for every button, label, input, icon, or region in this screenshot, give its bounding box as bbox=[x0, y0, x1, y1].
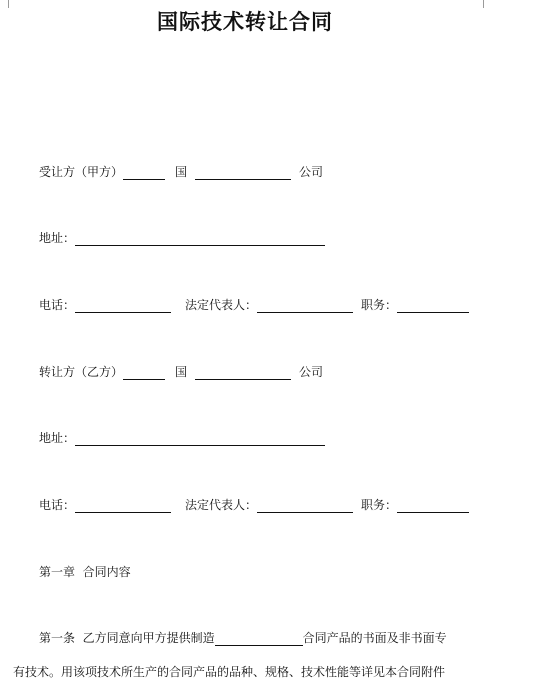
transferee-company-label: 公司 bbox=[299, 165, 324, 179]
article-1-text-after: 合同产品的书面及非书面专 bbox=[302, 631, 447, 645]
transferee-phone-blank[interactable] bbox=[75, 298, 171, 313]
article-1-line bbox=[39, 630, 447, 646]
transferee-address-blank[interactable] bbox=[75, 231, 325, 246]
transferee-address-line bbox=[39, 230, 325, 246]
transferee-legal-rep-blank[interactable] bbox=[257, 298, 353, 313]
transferee-country-label: 国 bbox=[175, 165, 188, 179]
article-1-product-blank[interactable] bbox=[215, 631, 303, 646]
transferor-country-label: 国 bbox=[175, 365, 188, 379]
transferee-legal-rep-label: 法定代表人： bbox=[185, 298, 258, 312]
document-title: 国际技术转让合同 bbox=[157, 10, 333, 34]
transferee-position-blank[interactable] bbox=[397, 298, 469, 313]
transferor-party-label: 转让方（乙方） bbox=[39, 365, 124, 379]
transferor-phone-label: 电话： bbox=[39, 498, 76, 512]
transferor-position-label: 职务： bbox=[361, 498, 398, 512]
transferor-address-label: 地址： bbox=[39, 431, 76, 445]
transferor-address-line bbox=[39, 430, 325, 446]
transferee-position-label: 职务： bbox=[361, 298, 398, 312]
transferor-country-blank[interactable] bbox=[195, 365, 291, 380]
transferor-name-blank[interactable] bbox=[123, 365, 165, 380]
transferor-position-blank[interactable] bbox=[397, 498, 469, 513]
transferor-legal-rep-label: 法定代表人： bbox=[185, 498, 258, 512]
transferor-address-blank[interactable] bbox=[75, 431, 325, 446]
transferee-country-blank[interactable] bbox=[195, 165, 291, 180]
transferee-name-blank[interactable] bbox=[123, 165, 165, 180]
transferee-line bbox=[39, 164, 323, 180]
article-1-continuation: 有技术。用该项技术所生产的合同产品的品种、规格、技术性能等详见本合同附件 bbox=[13, 665, 446, 679]
transferee-phone-label: 电话： bbox=[39, 298, 76, 312]
transferor-company-label: 公司 bbox=[299, 365, 324, 379]
chapter-heading bbox=[39, 564, 131, 580]
transferor-line bbox=[39, 364, 323, 380]
transferee-party-label: 受让方（甲方） bbox=[39, 165, 124, 179]
transferor-legal-rep-blank[interactable] bbox=[257, 498, 353, 513]
transferee-contact-line bbox=[39, 297, 469, 313]
transferee-address-label: 地址： bbox=[39, 231, 76, 245]
transferor-contact-line bbox=[39, 497, 469, 513]
transferor-phone-blank[interactable] bbox=[75, 498, 171, 513]
chapter-1-heading: 第一章 合同内容 bbox=[39, 565, 131, 579]
article-1-text-before: 第一条 乙方同意向甲方提供制造 bbox=[39, 631, 215, 645]
